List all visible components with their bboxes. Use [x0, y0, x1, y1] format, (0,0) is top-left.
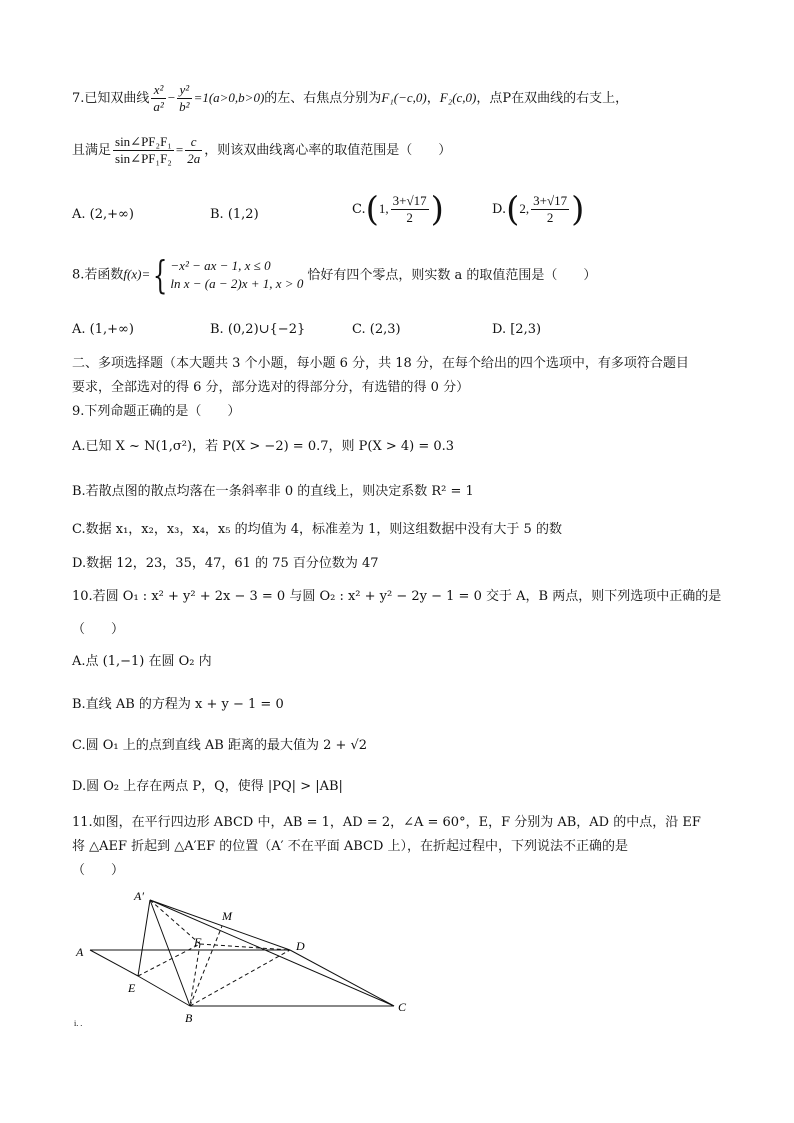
label-D: D [296, 939, 305, 953]
q7-line1: 7.已知双曲线 $\frac{\text{x²}}{\text{a²}}$ − $\frac{\text{y²}}{\text{b²}}$ =1(a>0,b>0)的左、右焦点分别为F₁(−c,0)，F₂(c,0)，点P在双曲线的右支上， [72, 82, 629, 114]
dash-Aprime-F [150, 900, 200, 944]
q7-option-c: C.(1, $\frac{3+√17}{2}$ ) [352, 189, 444, 230]
q11-figure [60, 880, 420, 1030]
q7-tail: ，点P在双曲线的右支上， [476, 91, 629, 106]
q10-stem: 10.若圆 O₁ : x² + y² + 2x − 3 = 0 与圆 O₂ : x² + y² − 2y − 1 = 0 交于 A，B 两点，则下列选项中正确的是 [72, 589, 722, 604]
label-B: B [185, 1011, 193, 1025]
q11-paren: （ ） [72, 863, 125, 878]
q7-c-ratio: $\frac{c}{2a}$ [187, 134, 201, 166]
q8-option-c: C. (2,3) [352, 322, 401, 337]
dash-F-B [190, 944, 200, 1006]
q10-option-d: D.圆 O₂ 上存在两点 P，Q，使得 |PQ| > |AB| [72, 779, 343, 794]
q8-fx: f(x)= [123, 266, 151, 282]
label-C: C [398, 1000, 407, 1014]
edge-Aprime-E [138, 900, 150, 976]
q11-line2: 将 △AEF 折起到 △A′EF 的位置（A′ 不在平面 ABCD 上），在折起过程中，下列说法不正确的是 [72, 839, 629, 854]
q8-tail: 恰好有四个零点，则实数 a 的取值范围是（ ） [307, 267, 597, 283]
q8-option-d: D. [2,3) [492, 322, 542, 337]
q7-f1: F₁(−c,0) [381, 90, 427, 105]
q8-option-a: A. (1,+∞) [72, 322, 134, 337]
q7-sine-ratio: $\frac{\text{sin∠PF₂F₁}}{\text{sin∠PF₁F₂}}$ [115, 134, 172, 166]
edge-A-E [90, 950, 138, 976]
label-A-prime: A′ [134, 889, 144, 903]
q9-option-d: D.数据 12，23，35，47，61 的 75 百分位数为 47 [72, 556, 379, 571]
q10-paren: （ ） [72, 622, 125, 637]
q9-option-a: A.已知 X ~ N(1,σ²)，若 P(X > −2) = 0.7，则 P(X > 4) = 0.3 [72, 439, 455, 454]
edge-Aprime-D [150, 900, 290, 950]
q8-line: 8.若函数f(x)={ −x² − ax − 1, x ≤ 0 ln x − (a − 2)x + 1, x > 0 恰好有四个零点，则实数 a 的取值范围是（ ） [72, 253, 597, 297]
q7-option-d: D.(2, $\frac{3+√17}{2}$ ) [492, 189, 585, 230]
edge-E-B [138, 976, 190, 1006]
q11-line1: 11.如图，在平行四边形 ABCD 中，AB = 1，AD = 2，∠A = 60°，E，F 分别为 AB，AD 的中点，沿 EF [72, 815, 701, 830]
edge-Aprime-B [150, 900, 190, 1006]
q8-option-b: B. (0,2)∪{−2} [210, 322, 306, 337]
q8-piecewise: −x² − ax − 1, x ≤ 0 ln x − (a − 2)x + 1, x > 0 [170, 258, 304, 291]
q9-stem: 9.下列命题正确的是（ ） [72, 404, 241, 419]
edge-D-C [290, 950, 394, 1006]
q9-option-c: C.数据 x₁，x₂，x₃，x₄，x₅ 的均值为 4，标准差为 1，则这组数据中没有大于 5 的数 [72, 522, 562, 537]
q7-line2: 且满足 $\frac{\text{sin∠PF₂F₁}}{\text{sin∠PF₁F₂}}$ = $\frac{c}{2a}$ ，则该双曲线离心率的取值范围是（ ） [72, 134, 452, 166]
q10-option-c: C.圆 O₁ 上的点到直线 AB 距离的最大值为 2 + √2 [72, 738, 368, 753]
label-F: F [194, 935, 202, 949]
section2-line2: 要求，全部选对的得 6 分，部分选对的得部分分，有选错的得 0 分） [72, 380, 470, 395]
label-M: M [222, 909, 232, 923]
dash-E-F [138, 944, 200, 976]
section2-line1: 二、多项选择题（本大题共 3 个小题，每小题 6 分，共 18 分，在每个给出的四个选项中，有多项符合题目 [72, 356, 689, 371]
q10-option-b: B.直线 AB 的方程为 x + y − 1 = 0 [72, 697, 284, 712]
edge-Aprime-C [150, 900, 394, 1006]
q7-option-a: A. (2,+∞) [72, 207, 134, 222]
q7-option-b: B. (1,2) [210, 207, 259, 222]
dash-B-D [190, 950, 290, 1006]
q7-question: ，则该双曲线离心率的取值范围是（ ） [204, 143, 452, 158]
q7-frac-x: $\frac{\text{x²}}{\text{a²}}$ [153, 82, 164, 114]
q8-prefix: 8.若函数 [72, 267, 124, 283]
q7-frac-y: $\frac{\text{y²}}{\text{b²}}$ [179, 82, 190, 114]
q7-prefix: 7.已知双曲线 [72, 91, 150, 106]
q7-f2: F₂(c,0) [439, 90, 477, 105]
q9-option-b: B.若散点图的散点均落在一条斜率非 0 的直线上，则决定系数 R² = 1 [72, 484, 474, 499]
stray-mark: i. . [74, 1019, 83, 1028]
q7-middle: 的左、右焦点分别为 [264, 91, 382, 106]
label-A: A [76, 945, 84, 959]
q10-option-a: A.点 (1,−1) 在圆 O₂ 内 [72, 654, 212, 669]
label-E: E [128, 981, 136, 995]
q7-condition: =1(a>0,b>0) [193, 90, 265, 105]
